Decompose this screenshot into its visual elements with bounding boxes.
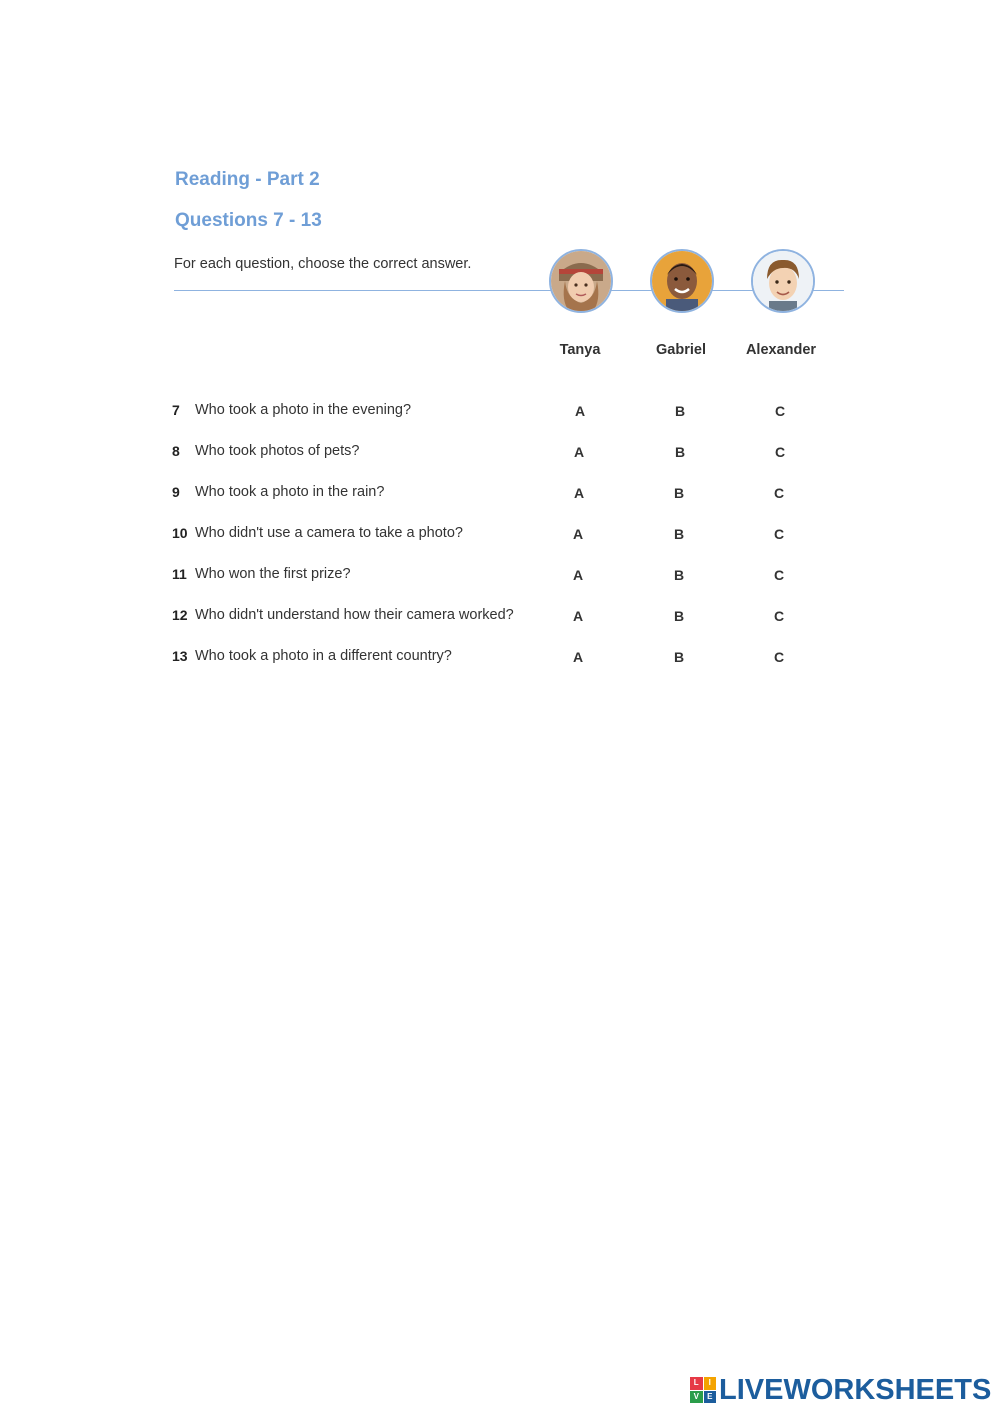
question-number: 11	[172, 566, 187, 582]
answer-option-a[interactable]: A	[572, 567, 584, 583]
question-text: Who took a photo in a different country?	[195, 648, 452, 664]
logo-text: LIVEWORKSHEETS	[719, 1373, 992, 1406]
question-number: 10	[172, 525, 188, 541]
logo-mark-icon: L I V E	[690, 1377, 716, 1403]
question-row	[172, 607, 812, 627]
answer-option-b[interactable]: B	[673, 526, 685, 542]
question-row	[172, 443, 812, 463]
question-row	[172, 648, 812, 668]
question-number: 13	[172, 648, 188, 664]
answer-option-a[interactable]: A	[572, 608, 584, 624]
gabriel-photo	[650, 249, 714, 313]
answer-option-b[interactable]: B	[673, 608, 685, 624]
question-text: Who took a photo in the rain?	[195, 484, 385, 500]
divider-line	[174, 290, 844, 291]
questions-range-heading: Questions 7 - 13	[175, 210, 322, 231]
person-name-gabriel: Gabriel	[656, 342, 706, 358]
answer-option-a[interactable]: A	[573, 444, 585, 460]
answer-option-b[interactable]: B	[673, 567, 685, 583]
answer-option-c[interactable]: C	[774, 403, 786, 419]
question-number: 9	[172, 484, 180, 500]
question-text: Who didn't use a camera to take a photo?	[195, 525, 463, 541]
page-title: Reading - Part 2	[175, 169, 320, 190]
answer-option-c[interactable]: C	[773, 608, 785, 624]
answer-option-a[interactable]: A	[573, 485, 585, 501]
question-row	[172, 484, 812, 504]
question-text: Who didn't understand how their camera worked?	[195, 607, 514, 623]
question-number: 8	[172, 443, 180, 459]
liveworksheets-logo[interactable]	[690, 1373, 991, 1407]
tanya-photo	[549, 249, 613, 313]
question-text: Who took photos of pets?	[195, 443, 360, 459]
person-name-alexander: Alexander	[745, 342, 817, 358]
question-number: 12	[172, 607, 188, 623]
answer-option-a[interactable]: A	[572, 649, 584, 665]
person-name-tanya: Tanya	[559, 342, 601, 358]
question-row	[172, 402, 812, 422]
answer-option-c[interactable]: C	[773, 567, 785, 583]
answer-option-c[interactable]: C	[773, 649, 785, 665]
answer-option-b[interactable]: B	[673, 485, 685, 501]
answer-option-a[interactable]: A	[572, 526, 584, 542]
question-row	[172, 566, 812, 586]
answer-option-b[interactable]: B	[674, 403, 686, 419]
answer-option-c[interactable]: C	[773, 485, 785, 501]
answer-option-a[interactable]: A	[574, 403, 586, 419]
question-text: Who took a photo in the evening?	[195, 402, 412, 418]
answer-option-b[interactable]: B	[673, 649, 685, 665]
instructions: For each question, choose the correct answer.	[174, 256, 472, 272]
question-number: 7	[172, 402, 180, 418]
answer-option-c[interactable]: C	[774, 444, 786, 460]
answer-option-c[interactable]: C	[773, 526, 785, 542]
question-row	[172, 525, 812, 545]
question-text: Who won the first prize?	[195, 566, 351, 582]
alexander-photo	[751, 249, 815, 313]
answer-option-b[interactable]: B	[674, 444, 686, 460]
